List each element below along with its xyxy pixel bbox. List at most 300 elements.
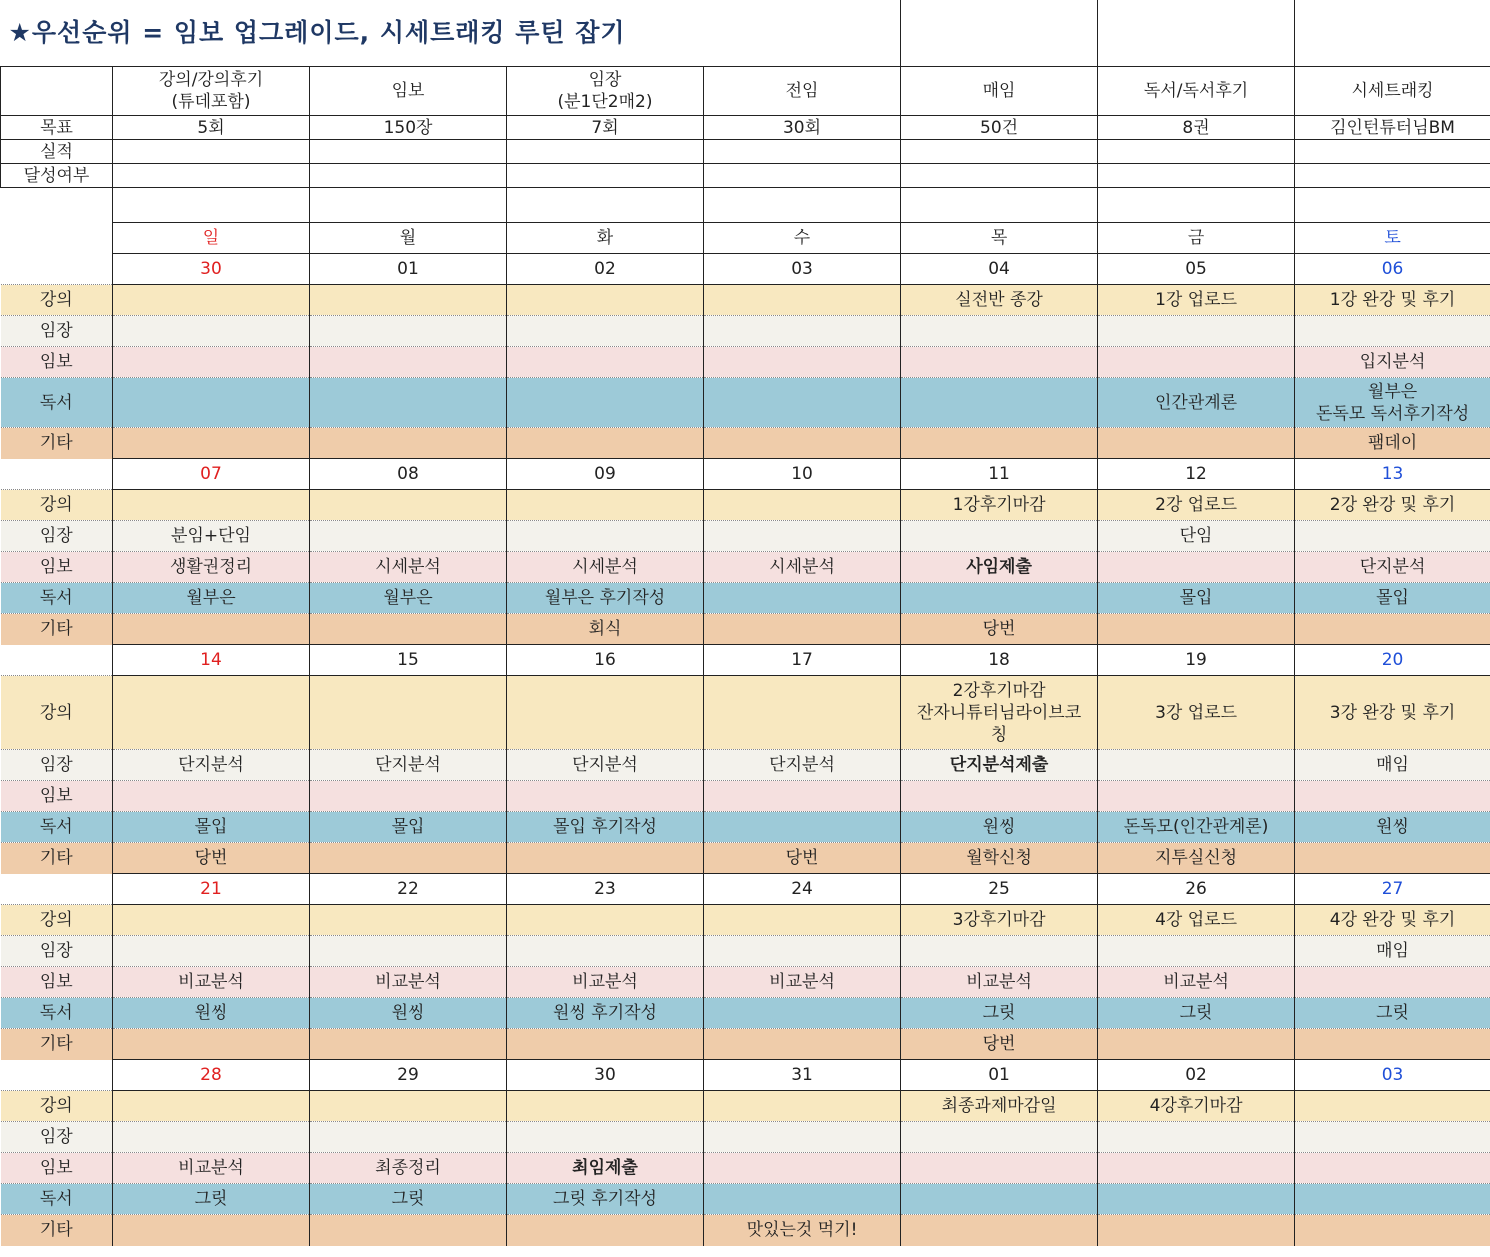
- schedule-cell[interactable]: [704, 1122, 901, 1153]
- empty-cell: [1, 1060, 113, 1091]
- category-label: 임장: [1, 521, 113, 552]
- date-cell[interactable]: 24: [704, 874, 901, 905]
- schedule-cell[interactable]: [507, 1091, 704, 1122]
- category-label: 기타: [1, 614, 113, 645]
- schedule-cell[interactable]: [1295, 1153, 1490, 1184]
- weekday-3: 수: [704, 223, 901, 254]
- category-label: 기타: [1, 1215, 113, 1246]
- category-label: 임보: [1, 552, 113, 583]
- schedule-cell[interactable]: 월부은: [113, 583, 310, 614]
- category-label: 임장: [1, 936, 113, 967]
- category-label: 강의: [1, 490, 113, 521]
- schedule-cell[interactable]: [1098, 1153, 1295, 1184]
- schedule-cell[interactable]: [310, 1029, 507, 1060]
- category-row-reading: [1, 812, 1490, 843]
- schedule-cell[interactable]: [901, 1184, 1098, 1215]
- schedule-cell[interactable]: 비교분석: [113, 1153, 310, 1184]
- schedule-cell[interactable]: 단지분석: [310, 750, 507, 781]
- schedule-cell[interactable]: 1강 완강 및 후기: [1295, 285, 1490, 316]
- schedule-cell[interactable]: 2강후기마감 잔자니튜터님라이브코 칭: [901, 676, 1098, 750]
- schedule-cell[interactable]: [507, 1029, 704, 1060]
- schedule-cell[interactable]: 돈독모(인간관계론): [1098, 812, 1295, 843]
- date-cell[interactable]: 29: [310, 1060, 507, 1091]
- schedule-cell[interactable]: 단임: [1098, 521, 1295, 552]
- schedule-cell[interactable]: [704, 490, 901, 521]
- schedule-cell[interactable]: 당번: [901, 614, 1098, 645]
- schedule-cell[interactable]: [507, 490, 704, 521]
- schedule-cell[interactable]: [901, 347, 1098, 378]
- schedule-cell[interactable]: [310, 490, 507, 521]
- schedule-cell[interactable]: 단지분석: [704, 750, 901, 781]
- weekday-row: [1, 223, 1490, 254]
- schedule-cell[interactable]: [704, 998, 901, 1029]
- goal-row-label: 목표: [1, 116, 113, 140]
- category-row-report: [1, 552, 1490, 583]
- category-row-report: [1, 1153, 1490, 1184]
- category-label: 강의: [1, 676, 113, 750]
- title-row: [1, 0, 1490, 67]
- date-cell[interactable]: 19: [1098, 645, 1295, 676]
- goal-header-1[interactable]: 임보: [310, 67, 507, 116]
- category-label: 강의: [1, 1091, 113, 1122]
- schedule-cell[interactable]: [310, 936, 507, 967]
- schedule-cell[interactable]: [1098, 316, 1295, 347]
- date-cell[interactable]: 02: [507, 254, 704, 285]
- schedule-cell[interactable]: [113, 1029, 310, 1060]
- schedule-cell[interactable]: [704, 936, 901, 967]
- goal-row-label: 실적: [1, 140, 113, 164]
- schedule-cell[interactable]: [310, 1091, 507, 1122]
- empty-cell: [704, 188, 901, 223]
- schedule-cell[interactable]: 단지분석: [507, 750, 704, 781]
- schedule-cell[interactable]: [1295, 614, 1490, 645]
- schedule-cell[interactable]: 최종정리: [310, 1153, 507, 1184]
- date-cell[interactable]: 18: [901, 645, 1098, 676]
- goal-cell[interactable]: [901, 164, 1098, 188]
- empty-cell: [113, 188, 310, 223]
- schedule-cell[interactable]: [1098, 781, 1295, 812]
- schedule-cell[interactable]: 지투실신청: [1098, 843, 1295, 874]
- schedule-cell[interactable]: 1강후기마감: [901, 490, 1098, 521]
- goal-cell[interactable]: [901, 140, 1098, 164]
- schedule-cell[interactable]: 그릿: [901, 998, 1098, 1029]
- schedule-cell[interactable]: 몰입: [1295, 583, 1490, 614]
- schedule-cell[interactable]: [507, 378, 704, 428]
- date-cell[interactable]: 26: [1098, 874, 1295, 905]
- date-cell[interactable]: 03: [1295, 1060, 1490, 1091]
- date-cell[interactable]: 01: [310, 254, 507, 285]
- schedule-cell[interactable]: [1098, 750, 1295, 781]
- category-row-lecture: [1, 490, 1490, 521]
- schedule-cell[interactable]: [1295, 843, 1490, 874]
- date-cell[interactable]: 05: [1098, 254, 1295, 285]
- empty-cell: [1295, 188, 1490, 223]
- schedule-cell[interactable]: 4강후기마감: [1098, 1091, 1295, 1122]
- schedule-cell[interactable]: [704, 347, 901, 378]
- goal-cell[interactable]: 50건: [901, 116, 1098, 140]
- schedule-cell[interactable]: 3강 완강 및 후기: [1295, 676, 1490, 750]
- schedule-cell[interactable]: 그릿: [1098, 998, 1295, 1029]
- goal-cell[interactable]: [507, 164, 704, 188]
- schedule-cell[interactable]: [113, 1122, 310, 1153]
- schedule-cell[interactable]: 그릿 후기작성: [507, 1184, 704, 1215]
- schedule-cell[interactable]: [1295, 781, 1490, 812]
- empty-cell: [1295, 0, 1490, 67]
- empty-cell: [1, 645, 113, 676]
- date-cell[interactable]: 08: [310, 459, 507, 490]
- date-cell[interactable]: 06: [1295, 254, 1490, 285]
- schedule-cell[interactable]: 맛있는것 먹기!: [704, 1215, 901, 1246]
- schedule-cell[interactable]: [113, 428, 310, 459]
- schedule-cell[interactable]: 시세분석: [310, 552, 507, 583]
- category-label: 독서: [1, 998, 113, 1029]
- goal-header-0[interactable]: 강의/강의후기 (튜데포함): [113, 67, 310, 116]
- schedule-cell[interactable]: 당번: [113, 843, 310, 874]
- goal-cell[interactable]: [1098, 164, 1295, 188]
- goal-header-2[interactable]: 임장 (분1단2매2): [507, 67, 704, 116]
- schedule-cell[interactable]: [507, 936, 704, 967]
- schedule-cell[interactable]: [1295, 316, 1490, 347]
- schedule-cell[interactable]: [113, 378, 310, 428]
- schedule-cell[interactable]: 그릿: [113, 1184, 310, 1215]
- schedule-cell[interactable]: [1295, 1184, 1490, 1215]
- goal-cell[interactable]: 30회: [704, 116, 901, 140]
- schedule-cell[interactable]: [704, 905, 901, 936]
- date-cell[interactable]: 11: [901, 459, 1098, 490]
- schedule-cell[interactable]: 생활권정리: [113, 552, 310, 583]
- schedule-cell[interactable]: 단지분석제출: [901, 750, 1098, 781]
- schedule-cell[interactable]: 2강 업로드: [1098, 490, 1295, 521]
- category-label: 임보: [1, 1153, 113, 1184]
- date-cell[interactable]: 04: [901, 254, 1098, 285]
- empty-cell: [1, 459, 113, 490]
- schedule-cell[interactable]: [310, 521, 507, 552]
- schedule-cell[interactable]: 회식: [507, 614, 704, 645]
- category-row-report: [1, 967, 1490, 998]
- schedule-cell[interactable]: 몰입: [113, 812, 310, 843]
- schedule-cell[interactable]: 매임: [1295, 936, 1490, 967]
- schedule-cell[interactable]: [1295, 967, 1490, 998]
- date-cell[interactable]: 30: [507, 1060, 704, 1091]
- schedule-cell[interactable]: 3강후기마감: [901, 905, 1098, 936]
- category-label: 임보: [1, 781, 113, 812]
- schedule-cell[interactable]: 4강 완강 및 후기: [1295, 905, 1490, 936]
- category-row-etc: [1, 614, 1490, 645]
- goal-cell[interactable]: 7회: [507, 116, 704, 140]
- schedule-cell[interactable]: 원씽: [310, 998, 507, 1029]
- schedule-cell[interactable]: 몰입: [1098, 583, 1295, 614]
- schedule-cell[interactable]: [901, 781, 1098, 812]
- category-row-report: [1, 347, 1490, 378]
- schedule-cell[interactable]: [113, 1091, 310, 1122]
- schedule-cell[interactable]: [704, 1091, 901, 1122]
- schedule-cell[interactable]: [507, 905, 704, 936]
- schedule-cell[interactable]: 4강 업로드: [1098, 905, 1295, 936]
- schedule-cell[interactable]: [310, 347, 507, 378]
- schedule-cell[interactable]: [901, 428, 1098, 459]
- schedule-cell[interactable]: 시세분석: [704, 552, 901, 583]
- schedule-cell[interactable]: 원씽: [1295, 812, 1490, 843]
- date-cell[interactable]: 15: [310, 645, 507, 676]
- schedule-cell[interactable]: 단지분석: [1295, 552, 1490, 583]
- schedule-cell[interactable]: [507, 428, 704, 459]
- date-cell[interactable]: 31: [704, 1060, 901, 1091]
- date-cell[interactable]: 21: [113, 874, 310, 905]
- schedule-cell[interactable]: [310, 1215, 507, 1246]
- category-row-reading: [1, 583, 1490, 614]
- schedule-cell[interactable]: [113, 490, 310, 521]
- empty-cell: [901, 188, 1098, 223]
- schedule-cell[interactable]: [1098, 614, 1295, 645]
- empty-cell: [1098, 188, 1295, 223]
- schedule-cell[interactable]: [1098, 1029, 1295, 1060]
- schedule-cell[interactable]: 원씽: [113, 998, 310, 1029]
- schedule-cell[interactable]: [1098, 428, 1295, 459]
- schedule-cell[interactable]: 1강 업로드: [1098, 285, 1295, 316]
- corner-cell: [1, 67, 113, 116]
- schedule-cell[interactable]: [704, 1184, 901, 1215]
- schedule-cell[interactable]: 당번: [704, 843, 901, 874]
- schedule-cell[interactable]: [310, 843, 507, 874]
- category-label: 독서: [1, 378, 113, 428]
- schedule-cell[interactable]: [1295, 521, 1490, 552]
- date-cell[interactable]: 23: [507, 874, 704, 905]
- category-row-field-visit: [1, 936, 1490, 967]
- goal-header-6[interactable]: 시세트래킹: [1295, 67, 1490, 116]
- schedule-cell[interactable]: [1098, 936, 1295, 967]
- goal-header-3[interactable]: 전임: [704, 67, 901, 116]
- schedule-cell[interactable]: [507, 1122, 704, 1153]
- weekday-5: 금: [1098, 223, 1295, 254]
- schedule-cell[interactable]: [310, 781, 507, 812]
- schedule-cell[interactable]: [113, 614, 310, 645]
- schedule-cell[interactable]: [113, 905, 310, 936]
- schedule-cell[interactable]: 비교분석: [704, 967, 901, 998]
- schedule-cell[interactable]: [113, 285, 310, 316]
- schedule-cell[interactable]: 월부은 돈독모 독서후기작성: [1295, 378, 1490, 428]
- schedule-cell[interactable]: [901, 378, 1098, 428]
- schedule-cell[interactable]: [901, 1122, 1098, 1153]
- schedule-cell[interactable]: 월학신청: [901, 843, 1098, 874]
- date-row: [1, 874, 1490, 905]
- date-cell[interactable]: 13: [1295, 459, 1490, 490]
- category-label: 독서: [1, 583, 113, 614]
- empty-cell: [507, 188, 704, 223]
- goal-cell[interactable]: [704, 140, 901, 164]
- schedule-cell[interactable]: 입지분석: [1295, 347, 1490, 378]
- category-label: 기타: [1, 843, 113, 874]
- empty-cell: [1, 223, 113, 254]
- schedule-cell[interactable]: 분임+단임: [113, 521, 310, 552]
- date-cell[interactable]: 02: [1098, 1060, 1295, 1091]
- schedule-cell[interactable]: [1098, 1122, 1295, 1153]
- weekday-6: 토: [1295, 223, 1490, 254]
- schedule-cell[interactable]: [901, 936, 1098, 967]
- schedule-cell[interactable]: [507, 347, 704, 378]
- schedule-cell[interactable]: 실전반 종강: [901, 285, 1098, 316]
- schedule-cell[interactable]: [704, 583, 901, 614]
- schedule-cell[interactable]: [704, 521, 901, 552]
- weekday-4: 목: [901, 223, 1098, 254]
- schedule-cell[interactable]: [507, 843, 704, 874]
- schedule-cell[interactable]: [507, 1215, 704, 1246]
- schedule-cell[interactable]: [704, 1029, 901, 1060]
- category-row-lecture: [1, 676, 1490, 750]
- schedule-cell[interactable]: [901, 1215, 1098, 1246]
- category-label: 임보: [1, 347, 113, 378]
- category-row-field-visit: [1, 521, 1490, 552]
- schedule-cell[interactable]: [113, 347, 310, 378]
- schedule-cell[interactable]: 비교분석: [1098, 967, 1295, 998]
- schedule-cell[interactable]: [507, 316, 704, 347]
- date-cell[interactable]: 30: [113, 254, 310, 285]
- date-cell[interactable]: 14: [113, 645, 310, 676]
- schedule-cell[interactable]: [704, 285, 901, 316]
- goal-cell[interactable]: [310, 164, 507, 188]
- category-label: 기타: [1, 1029, 113, 1060]
- schedule-cell[interactable]: 최종과제마감일: [901, 1091, 1098, 1122]
- schedule-cell[interactable]: [310, 1122, 507, 1153]
- schedule-cell[interactable]: [1098, 347, 1295, 378]
- goal-header-5[interactable]: 독서/독서후기: [1098, 67, 1295, 116]
- date-cell[interactable]: 12: [1098, 459, 1295, 490]
- schedule-cell[interactable]: 사임제출: [901, 552, 1098, 583]
- schedule-cell[interactable]: [310, 428, 507, 459]
- schedule-cell[interactable]: [507, 676, 704, 750]
- schedule-cell[interactable]: 그릿: [1295, 998, 1490, 1029]
- date-cell[interactable]: 17: [704, 645, 901, 676]
- goal-cell[interactable]: [1295, 140, 1490, 164]
- schedule-cell[interactable]: [507, 521, 704, 552]
- date-row: [1, 459, 1490, 490]
- date-cell[interactable]: 03: [704, 254, 901, 285]
- schedule-cell[interactable]: [704, 781, 901, 812]
- schedule-cell[interactable]: [310, 676, 507, 750]
- schedule-cell[interactable]: 인간관계론: [1098, 378, 1295, 428]
- schedule-cell[interactable]: [901, 521, 1098, 552]
- date-cell[interactable]: 28: [113, 1060, 310, 1091]
- schedule-cell[interactable]: [1295, 1122, 1490, 1153]
- goal-cell[interactable]: [507, 140, 704, 164]
- date-cell[interactable]: 20: [1295, 645, 1490, 676]
- schedule-cell[interactable]: [310, 316, 507, 347]
- schedule-cell[interactable]: [113, 676, 310, 750]
- schedule-cell[interactable]: [113, 936, 310, 967]
- schedule-cell[interactable]: 2강 완강 및 후기: [1295, 490, 1490, 521]
- schedule-cell[interactable]: [507, 781, 704, 812]
- schedule-cell[interactable]: [901, 316, 1098, 347]
- category-row-etc: [1, 1029, 1490, 1060]
- schedule-cell[interactable]: 팸데이: [1295, 428, 1490, 459]
- goal-cell[interactable]: 5회: [113, 116, 310, 140]
- goal-cell[interactable]: [1295, 164, 1490, 188]
- schedule-cell[interactable]: 몰입 후기작성: [507, 812, 704, 843]
- schedule-cell[interactable]: [1098, 552, 1295, 583]
- schedule-cell[interactable]: 몰입: [310, 812, 507, 843]
- schedule-cell[interactable]: 비교분석: [507, 967, 704, 998]
- schedule-cell[interactable]: [507, 285, 704, 316]
- goal-cell[interactable]: [704, 164, 901, 188]
- schedule-cell[interactable]: 당번: [901, 1029, 1098, 1060]
- spacer-row: [1, 188, 1490, 223]
- date-cell[interactable]: 22: [310, 874, 507, 905]
- schedule-cell[interactable]: [704, 1153, 901, 1184]
- schedule-cell[interactable]: 3강 업로드: [1098, 676, 1295, 750]
- schedule-cell[interactable]: [310, 378, 507, 428]
- goal-cell[interactable]: 8권: [1098, 116, 1295, 140]
- schedule-cell[interactable]: [113, 781, 310, 812]
- schedule-cell[interactable]: [1098, 1215, 1295, 1246]
- date-cell[interactable]: 25: [901, 874, 1098, 905]
- goal-cell[interactable]: [1098, 140, 1295, 164]
- schedule-cell[interactable]: [704, 812, 901, 843]
- empty-cell: [901, 0, 1098, 67]
- schedule-cell[interactable]: 단지분석: [113, 750, 310, 781]
- schedule-cell[interactable]: 월부은 후기작성: [507, 583, 704, 614]
- schedule-cell[interactable]: [901, 583, 1098, 614]
- schedule-cell[interactable]: [901, 1153, 1098, 1184]
- schedule-cell[interactable]: [704, 676, 901, 750]
- schedule-cell[interactable]: [704, 614, 901, 645]
- empty-cell: [1, 874, 113, 905]
- date-cell[interactable]: 01: [901, 1060, 1098, 1091]
- schedule-cell[interactable]: 비교분석: [901, 967, 1098, 998]
- schedule-cell[interactable]: [310, 614, 507, 645]
- schedule-cell[interactable]: [1295, 1215, 1490, 1246]
- schedule-cell[interactable]: 비교분석: [113, 967, 310, 998]
- goal-cell[interactable]: [113, 140, 310, 164]
- schedule-cell[interactable]: [1098, 1184, 1295, 1215]
- schedule-cell[interactable]: 원씽: [901, 812, 1098, 843]
- goal-cell[interactable]: [113, 164, 310, 188]
- goal-cell[interactable]: 김인턴튜터님BM: [1295, 116, 1490, 140]
- category-label: 강의: [1, 285, 113, 316]
- schedule-cell[interactable]: 월부은: [310, 583, 507, 614]
- schedule-cell[interactable]: 원씽 후기작성: [507, 998, 704, 1029]
- empty-cell: [1, 254, 113, 285]
- schedule-cell[interactable]: [113, 316, 310, 347]
- goal-cell[interactable]: [310, 140, 507, 164]
- empty-cell: [1098, 0, 1295, 67]
- category-row-etc: [1, 843, 1490, 874]
- category-label: 임장: [1, 750, 113, 781]
- date-cell[interactable]: 27: [1295, 874, 1490, 905]
- schedule-cell[interactable]: [704, 428, 901, 459]
- schedule-cell[interactable]: [704, 316, 901, 347]
- date-cell[interactable]: 09: [507, 459, 704, 490]
- schedule-cell[interactable]: 매임: [1295, 750, 1490, 781]
- date-cell[interactable]: 10: [704, 459, 901, 490]
- schedule-cell[interactable]: [1295, 1091, 1490, 1122]
- schedule-cell[interactable]: [704, 378, 901, 428]
- schedule-cell[interactable]: [310, 285, 507, 316]
- schedule-cell[interactable]: [310, 905, 507, 936]
- schedule-cell[interactable]: [1295, 1029, 1490, 1060]
- schedule-cell[interactable]: 최임제출: [507, 1153, 704, 1184]
- weekday-2: 화: [507, 223, 704, 254]
- goal-header-4[interactable]: 매임: [901, 67, 1098, 116]
- schedule-cell[interactable]: 그릿: [310, 1184, 507, 1215]
- date-cell[interactable]: 16: [507, 645, 704, 676]
- schedule-cell[interactable]: 비교분석: [310, 967, 507, 998]
- category-label: 강의: [1, 905, 113, 936]
- category-row-field-visit: [1, 1122, 1490, 1153]
- category-row-lecture: [1, 285, 1490, 316]
- schedule-cell[interactable]: [113, 1215, 310, 1246]
- schedule-cell[interactable]: 시세분석: [507, 552, 704, 583]
- date-cell[interactable]: 07: [113, 459, 310, 490]
- goal-cell[interactable]: 150장: [310, 116, 507, 140]
